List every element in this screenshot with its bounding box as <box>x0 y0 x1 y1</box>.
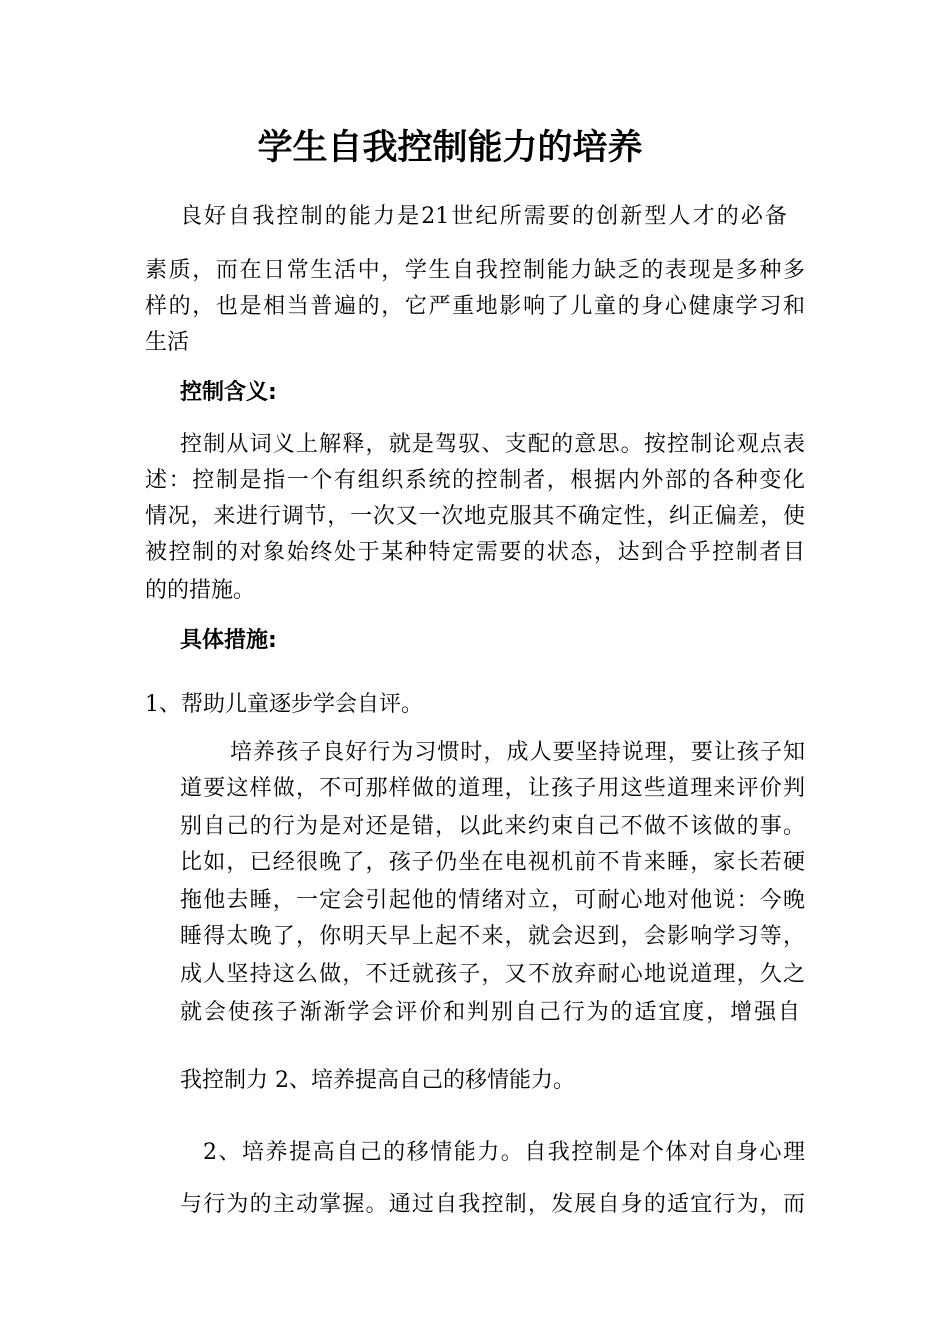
document-title: 学生自我控制能力的培养 <box>257 128 643 168</box>
item-1-line-5: 拖他去睡，一定会引起他的情绪对立，可耐心地对他说：今晚 <box>180 888 805 913</box>
intro-line-2: 素质，而在日常生活中，学生自我控制能力缺乏的表现是多种多 <box>145 258 805 283</box>
item-1-line-8: 就会使孩子渐渐学会评价和判别自己行为的适宜度，增强自 <box>180 1000 800 1025</box>
heading-specific-measures: 具体措施: <box>180 628 277 653</box>
meaning-line-3: 情况，来进行调节，一次又一次地克服其不确定性，纠正偏差，使 <box>145 504 805 529</box>
meaning-line-5: 的的措施。 <box>145 578 256 603</box>
meaning-line-1: 控制从词义上解释，就是驾驭、支配的意思。按控制论观点表 <box>180 432 805 457</box>
meaning-line-2: 述：控制是指一个有组织系统的控制者，根据内外部的各种变化 <box>145 468 805 493</box>
item-1-line-2: 道要这样做，不可那样做的道理，让孩子用这些道理来评价判 <box>180 776 805 801</box>
item-2-line-1: 2、培养提高自己的移情能力。自我控制是个体对自身心理 <box>203 1140 805 1165</box>
item-1-tail: 我控制力 2、培养提高自己的移情能力。 <box>180 1068 575 1093</box>
heading-control-meaning: 控制含义: <box>180 380 277 405</box>
item-1-line-3: 别自己的行为是对还是错，以此来约束自己不做不该做的事。 <box>180 814 805 839</box>
item-1-line-6: 睡得太晚了，你明天早上起不来，就会迟到，会影响学习等， <box>180 924 805 949</box>
item-1-line-4: 比如，已经很晚了，孩子仍坐在电视机前不肯来睡，家长若硬 <box>180 850 805 875</box>
intro-line-1: 良好自我控制的能力是21世纪所需要的创新型人才的必备 <box>180 204 787 229</box>
item-1-line-1: 培养孩子良好行为习惯时，成人要坚持说理，要让孩子知 <box>230 740 805 765</box>
item-2-line-2: 与行为的主动掌握。通过自我控制，发展自身的适宜行为，而 <box>180 1192 805 1217</box>
intro-line-4: 生活 <box>145 330 190 355</box>
meaning-line-4: 被控制的对象始终处于某种特定需要的状态，达到合乎控制者目 <box>145 540 805 565</box>
intro-line-3: 样的，也是相当普遍的，它严重地影响了儿童的身心健康学习和 <box>145 294 805 319</box>
item-1-line-7: 成人坚持这么做，不迁就孩子，又不放弃耐心地说道理，久之 <box>180 962 805 987</box>
item-1-title: 1、帮助儿童逐步学会自评。 <box>145 692 423 717</box>
